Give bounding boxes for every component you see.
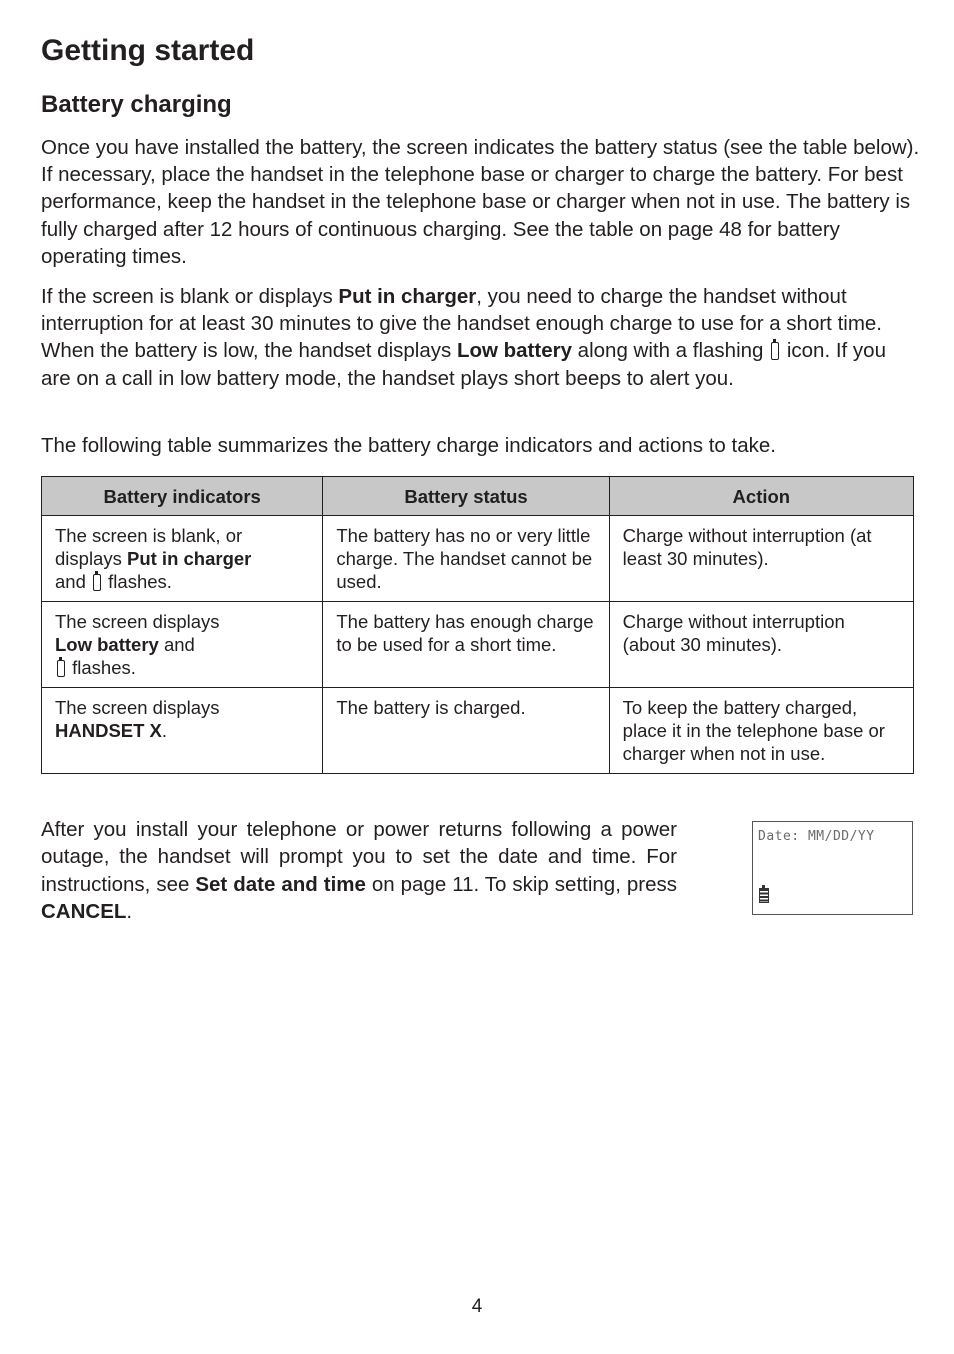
handset-screen-illustration — [752, 821, 913, 915]
header-action: Action — [609, 477, 913, 516]
intro-paragraph: Once you have installed the battery, the screen indicates the battery status (see the table below). If necessary, place the handset in the telephone base or charger to charge the battery. For best performance, keep the handset in the telephone base or charger when not in use. The battery is fully charged after 12 hours of continuous charging. See the table on page 48 for battery operating times. — [41, 136, 920, 268]
page-title: Getting started — [41, 34, 255, 67]
text-run: The screen displays — [55, 697, 220, 718]
status-cell: The battery is charged. — [323, 688, 609, 774]
bold-text: Low battery — [55, 634, 159, 655]
table-header-row — [42, 477, 914, 516]
text-run: . — [126, 899, 133, 923]
empty-battery-icon — [57, 660, 65, 677]
text-run: flashes. — [103, 571, 172, 592]
text-run: The screen displays — [55, 611, 220, 632]
set-date-time-text: Set date and time — [195, 872, 366, 896]
text-run: . — [161, 720, 168, 741]
text-run: flashes. — [67, 657, 136, 678]
table-row — [42, 602, 914, 688]
text-run: along with a flashing — [571, 339, 770, 363]
header-battery-status: Battery status — [323, 477, 609, 516]
lcd-date-prompt: Date: MM/DD/YY — [758, 829, 875, 844]
indicator-cell — [42, 602, 323, 688]
indicator-cell — [42, 516, 323, 602]
action-cell: Charge without interruption (at least 30 minutes). — [609, 516, 913, 602]
put-in-charger-text: Put in charger — [338, 285, 477, 308]
text-run: and — [158, 634, 195, 655]
empty-battery-icon — [93, 574, 101, 591]
page-number: 4 — [471, 1296, 483, 1317]
date-time-paragraph — [41, 816, 677, 925]
action-cell: To keep the battery charged, place it in the telephone base or charger when not in use. — [609, 688, 913, 774]
header-battery-indicators: Battery indicators — [42, 477, 323, 516]
text-run: on page 11. To skip setting, press — [365, 872, 677, 896]
battery-full-icon — [759, 888, 769, 903]
bold-text: HANDSET X — [55, 720, 162, 741]
cancel-key-text: CANCEL — [41, 899, 127, 923]
text-run: icon. If you are on a call in low battery mode, the handset plays short beeps to alert you. — [41, 339, 886, 390]
empty-battery-icon — [771, 342, 779, 360]
status-cell: The battery has no or very little charge. The handset cannot be used. — [323, 516, 609, 602]
table-row — [42, 688, 914, 774]
bold-text: Put in charger — [126, 548, 252, 569]
text-run: , you need to charge the handset without interruption for at least 30 minutes to give the handset enough charge to use for a short time. When the battery is low, the handset displays — [41, 285, 883, 363]
low-battery-text: Low battery — [456, 339, 572, 363]
status-cell: The battery has enough charge to be used for a short time. — [323, 602, 609, 688]
section-title: Battery charging — [41, 91, 232, 118]
table-row — [42, 516, 914, 602]
table-intro-paragraph: The following table summarizes the battery charge indicators and actions to take. — [41, 434, 776, 457]
text-run: If the screen is blank or displays — [41, 285, 339, 308]
text-run: After you install your telephone or power returns following a power outage, the handset will prompt you to set the date and time. For instructions, see — [41, 818, 677, 896]
battery-indicator-table — [41, 476, 914, 774]
charge-paragraph — [41, 283, 921, 392]
indicator-cell — [42, 688, 323, 774]
text-run: The screen is blank, or displays — [55, 525, 243, 569]
action-cell: Charge without interruption (about 30 minutes). — [609, 602, 913, 688]
text-run: and — [55, 571, 92, 592]
